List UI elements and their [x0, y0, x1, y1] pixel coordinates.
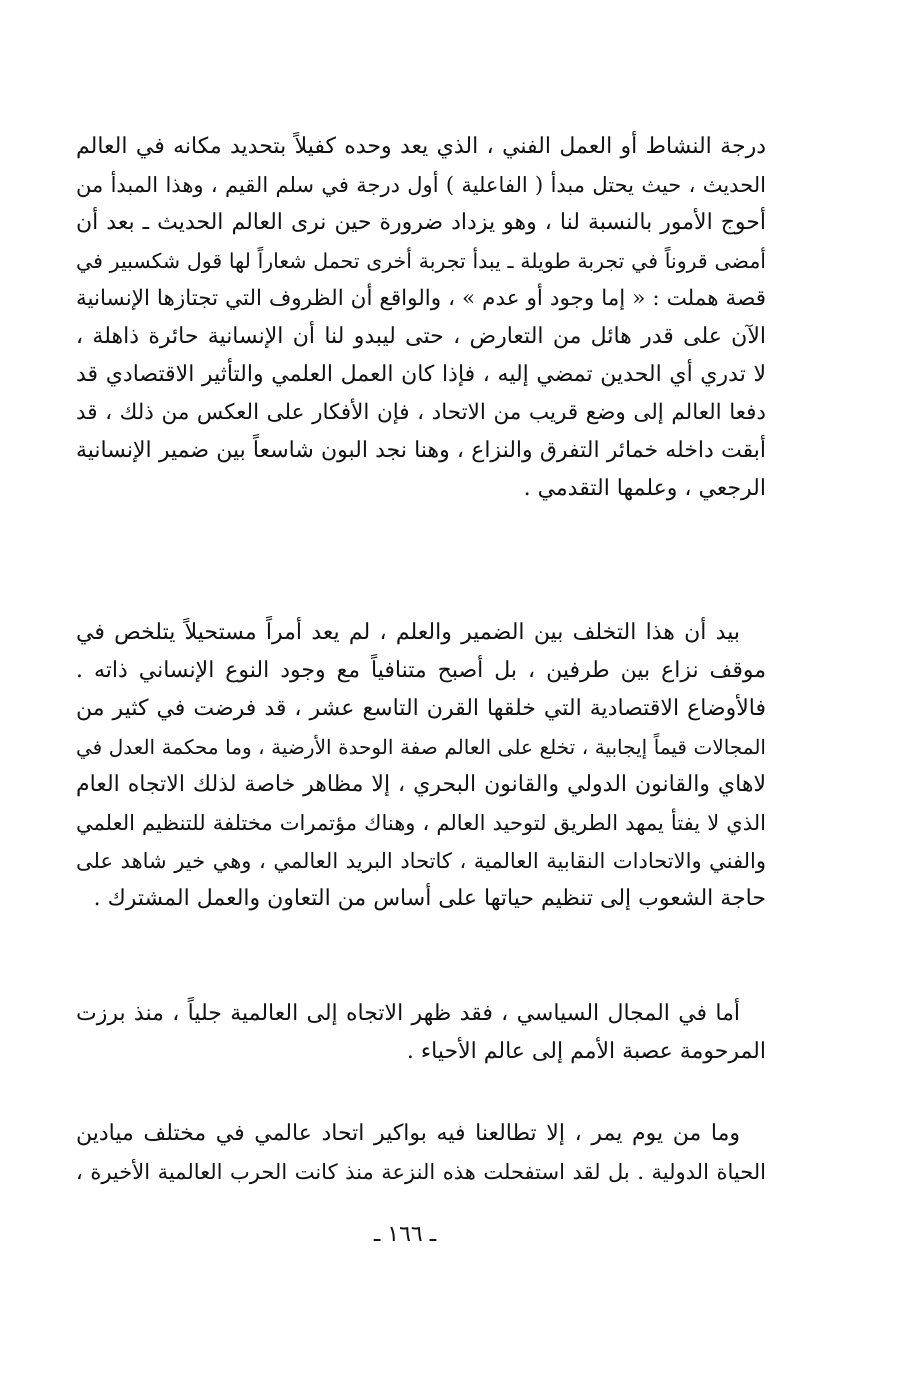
- text-line: أحوج الأمور بالنسبة لنا ، وهو يزداد ضرورة حين نرى العالم الحديث ـ بعد أن: [76, 210, 766, 235]
- text-line: درجة النشاط أو العمل الفني ، الذي يعد وحده كفيلاً بتحديد مكانه في العالم: [76, 134, 766, 159]
- text-line: والفني والاتحادات النقابية العالمية ، كاتحاد البريد العالمي ، وهي خير شاهد على: [76, 849, 766, 873]
- text-line: أما في المجال السياسي ، فقد ظهر الاتجاه إلى العالمية جلياً ، منذ برزت: [76, 1001, 740, 1026]
- text-line: فالأوضاع الاقتصادية التي خلقها القرن التاسع عشر ، قد فرضت في كثير من: [76, 696, 766, 721]
- text-line: حاجة الشعوب إلى تنظيم حياتها على أساس من التعاون والعمل المشترك .: [93, 886, 766, 911]
- text-line: المرحومة عصبة الأمم إلى عالم الأحياء .: [406, 1039, 766, 1064]
- text-line: لا تدري أي الحدين تمضي إليه ، فإذا كان العمل العلمي والتأثير الاقتصادي قد: [76, 362, 766, 387]
- text-line: وما من يوم يمر ، إلا تطالعنا فيه بواكير اتحاد عالمي في مختلف ميادين: [76, 1121, 740, 1146]
- text-line: لاهاي والقانون الدولي والقانون البحري ، إلا مظاهر خاصة لذلك الاتجاه العام: [76, 772, 766, 797]
- paragraph-2: [76, 614, 766, 918]
- text-line: أبقت داخله خمائر التفرق والنزاع ، وهنا نجد البون شاسعاً بين ضمير الإنسانية: [76, 438, 766, 463]
- text-line: الذي لا يفتأ يمهد الطريق لتوحيد العالم ، وهناك مؤتمرات مختلفة للتنظيم العلمي: [76, 811, 766, 835]
- text-line: الحديث ، حيث يحتل مبدأ ( الفاعلية ) أول درجة في سلم القيم ، وهذا المبدأ من: [76, 173, 766, 197]
- paragraph-3: [76, 995, 766, 1071]
- paragraph-4: [76, 1115, 766, 1191]
- text-line: الآن على قدر هائل من التعارض ، حتى ليبدو لنا أن الإنسانية حائرة ذاهلة ،: [76, 324, 766, 349]
- text-line: قصة هملت : « إما وجود أو عدم » ، والواقع أن الظروف التي تجتازها الإنسانية: [76, 286, 766, 311]
- text-line: أمضى قروناً في تجربة طويلة ـ يبدأ تجربة أخرى تحمل شعاراً لها قول شكسبير في: [76, 249, 766, 273]
- page-number: ـ ١٦٦ ـ: [373, 1222, 437, 1247]
- text-line: دفعا العالم إلى وضع قريب من الاتحاد ، فإن الأفكار على العكس من ذلك ، قد: [76, 400, 766, 425]
- text-line: المجالات قيماً إيجابية ، تخلع على العالم صفة الوحدة الأرضية ، وما محكمة العدل في: [76, 735, 766, 759]
- text-line: الحياة الدولية . بل لقد استفحلت هذه النزعة منذ كانت الحرب العالمية الأخيرة ،: [76, 1160, 766, 1184]
- text-line: موقف نزاع بين طرفين ، بل أصبح متنافياً مع وجود النوع الإنساني ذاته .: [76, 658, 766, 683]
- paragraph-1: [76, 128, 766, 508]
- text-line: الرجعي ، وعلمها التقدمي .: [523, 476, 766, 501]
- text-line: بيد أن هذا التخلف بين الضمير والعلم ، لم يعد أمراً مستحيلاً يتلخص في: [76, 620, 740, 645]
